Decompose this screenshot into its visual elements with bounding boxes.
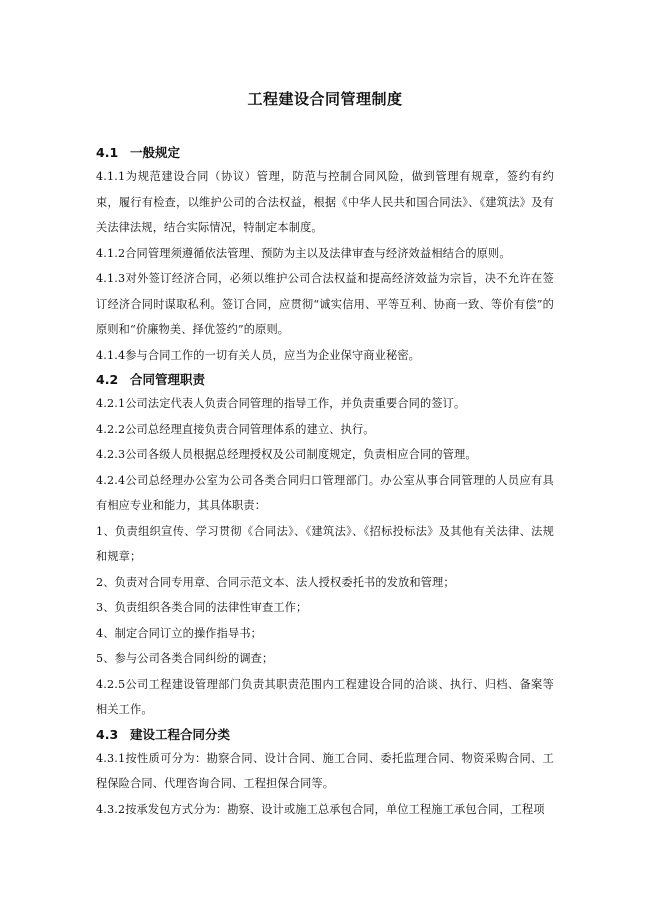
document-title: 工程建设合同管理制度	[247, 90, 403, 108]
document-body	[96, 141, 554, 822]
section-heading-text: 一般规定	[130, 145, 181, 160]
paragraph: 4.1.2合同管理须遵循依法管理、预防为主以及法律审查与经济效益相结合的原则。	[96, 246, 511, 260]
section-heading	[96, 368, 554, 391]
paragraph: 4.1.3对外签订经济合同，必须以维护公司合法权益和提高经济效益为宗旨，决不允许在签订经济合同时谋取私利。签订合同，应贯彻“诚实信用、平等互利、协商一致、等价有偿”的原则和“价廉物美、择优签约”的原则。	[96, 272, 554, 336]
section-number: 4.1	[96, 145, 119, 160]
paragraph: 4.1.1为规范建设合同（协议）管理，防范与控制合同风险，做到管理有规章，签约有约束，履行有检查，以维护公司的合法权益，根据《中华人民共和国合同法》、《建筑法》及有关法律法规，结合实际情况，特制定本制度。	[96, 170, 554, 234]
section-heading-text: 建设工程合同分类	[130, 726, 231, 742]
list-item: 2、负责对合同专用章、合同示范文本、法人授权委托书的发放和管理；	[96, 575, 455, 589]
list-item: 3、负责组织各类合同的法律性审查工作；	[96, 601, 308, 614]
section-4-2	[96, 368, 554, 723]
list-item: 1、负责组织宣传、学习贯彻《合同法》、《建筑法》、《招标投标法》及其他有关法律、法规和规章；	[96, 524, 554, 563]
section-number: 4.3	[96, 726, 119, 742]
section-4-1	[96, 141, 554, 368]
section-heading	[96, 723, 554, 746]
paragraph: 4.2.4公司总经理办公室为公司各类合同归口管理部门。办公室从事合同管理的人员应有具有相应专业和能力，其具体职责：	[96, 473, 554, 512]
paragraph: 4.3.1按性质可分为：勘察合同、设计合同、施工合同、委托监理合同、物资采购合同、工程保险合同、代理咨询合同、工程担保合同等。	[96, 751, 554, 790]
list-item: 4、制定合同订立的操作指导书；	[96, 626, 262, 640]
paragraph: 4.2.2公司总经理直接负责合同管理体系的建立、执行。	[96, 422, 375, 436]
paragraph: 4.3.2按承发包方式分为：勘察、设计或施工总承包合同，单位工程施工承包合同，工程项	[96, 802, 545, 816]
paragraph: 4.2.3公司各级人员根据总经理授权及公司制度规定，负责相应合同的管理。	[96, 448, 477, 461]
section-heading-text: 合同管理职责	[130, 372, 206, 387]
paragraph: 4.1.4参与合同工作的一切有关人员，应当为企业保守商业秘密。	[96, 348, 420, 362]
list-item: 5、参与公司各类合同纠纷的调查；	[96, 652, 274, 665]
paragraph: 4.2.5公司工程建设管理部门负责其职责范围内工程建设合同的洽谈、执行、归档、备案等相关工作。	[96, 677, 554, 716]
section-4-3	[96, 723, 554, 823]
section-number: 4.2	[96, 372, 119, 387]
section-heading	[96, 141, 554, 164]
paragraph: 4.2.1公司法定代表人负责合同管理的指导工作，并负责重要合同的签订。	[96, 397, 466, 410]
